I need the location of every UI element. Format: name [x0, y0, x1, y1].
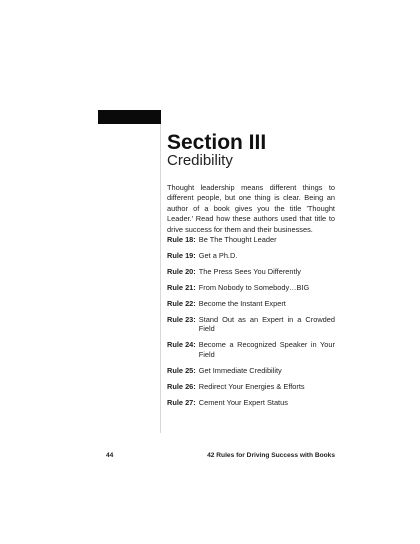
- section-title: Section III: [167, 131, 267, 154]
- rule-text: Be The Thought Leader: [198, 235, 277, 244]
- rule-item: [167, 340, 335, 359]
- rule-text: Stand Out as an Expert in a Crowded Field: [198, 315, 335, 334]
- rule-text: Become the Instant Expert: [198, 299, 286, 308]
- rule-item: [167, 299, 335, 308]
- rule-label: Rule 27:: [167, 397, 196, 407]
- rule-label: Rule 19:: [167, 251, 196, 260]
- rule-label: Rule 26:: [167, 381, 196, 391]
- vertical-divider: [160, 124, 161, 433]
- page-number: 44: [106, 452, 114, 459]
- rule-label: Rule 20:: [167, 267, 196, 276]
- rule-item: [167, 267, 335, 276]
- section-subtitle: Credibility: [167, 152, 233, 169]
- rule-label: Rule 25:: [167, 365, 196, 375]
- rule-text: Redirect Your Energies & Efforts: [198, 381, 305, 391]
- rule-item: [167, 235, 335, 244]
- rule-label: Rule 23:: [167, 315, 196, 324]
- rule-label: Rule 24:: [167, 340, 196, 350]
- rule-text: The Press Sees You Differently: [198, 267, 301, 276]
- running-footer-book-title: 42 Rules for Driving Success with Books: [207, 452, 335, 459]
- rule-item: [167, 366, 335, 375]
- intro-paragraph: Thought leadership means different things to different people, but one thing is clear. Being an author of a book gives you the title 'Thought Leader.' Read how these authors used that title to drive success for them and their businesses.: [167, 183, 335, 234]
- rule-item: [167, 315, 335, 334]
- rule-text: Get a Ph.D.: [198, 251, 238, 260]
- rule-item: [167, 283, 335, 292]
- rule-text: From Nobody to Somebody…BIG: [198, 283, 310, 292]
- section-marker-bar: [98, 110, 161, 124]
- rule-text: Get Immediate Credibility: [198, 365, 282, 375]
- rule-text: Become a Recognized Speaker in Your Field: [198, 340, 335, 359]
- rule-label: Rule 18:: [167, 235, 196, 244]
- rule-text: Cement Your Expert Status: [198, 397, 288, 407]
- rule-label: Rule 22:: [167, 299, 196, 308]
- rule-item: [167, 382, 335, 391]
- rules-list: [167, 235, 335, 414]
- rule-label: Rule 21:: [167, 283, 196, 292]
- rule-item: [167, 398, 335, 407]
- rule-item: [167, 251, 335, 260]
